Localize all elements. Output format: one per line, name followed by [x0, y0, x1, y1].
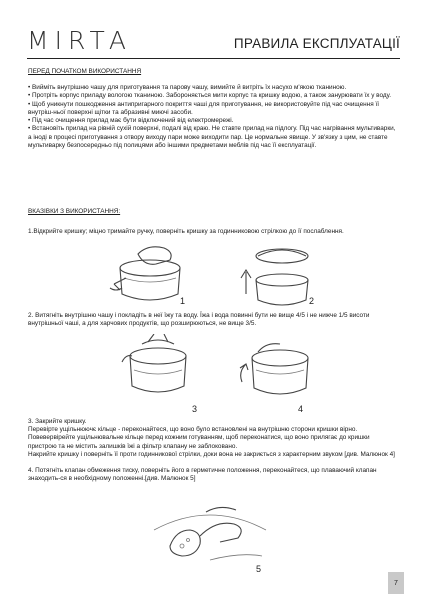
page-title: ПРАВИЛА ЕКСПЛУАТАЦІЇ: [233, 36, 400, 51]
page-number: 7: [394, 579, 398, 587]
figure-5-number: 5: [256, 564, 262, 574]
before-use-bullets: [28, 84, 398, 150]
figure-1-number: 1: [180, 296, 186, 306]
bullet-item: • Щоб уникнути пошкодження антипригарного покриття чаші для приготування, не використовуйте під час очищення її внутріш-ньої поверхні щітки та абразивні миючі засоби.: [28, 100, 379, 116]
section-title-instructions: ВКАЗІВКИ З ВИКОРИСТАННЯ:: [28, 208, 121, 215]
figure-3-number: 3: [192, 404, 198, 414]
figure-5-pressure-valve: [150, 490, 270, 568]
step-3-title: 3. Закрийте кришку.: [28, 418, 87, 425]
bullet-item: • Під час очищення прилад має бути відключений від електромережі.: [28, 117, 234, 125]
bullet-item: • Встановіть прилад на рівній сухій поверхні, подалі від краю. Не ставте прилад на підлогу. Під час нагрівання мультиварки, а іноді в процесі приготування з отвору виходу пари може виходити пар. Це нормальне явище. У зв'язку з цим, не ставте мультиварку безпосередньо під полицями або іншими предметами меблів під час її експлуатації.: [28, 125, 396, 150]
figure-2-lift-lid: [236, 244, 318, 308]
step-3-body: Перевірте ущільнюючє кільце - переконайтеся, що воно було встановлені на внутрішню сторони кришки вірно. Повевервірейте ущільнювальне кільце перед кожним готуванням, щоб переконатися, що воно прилягає до кришки пристрою та не містить залишків їжі а фільтр клапану не заблоковано.: [28, 426, 370, 450]
figure-4-number: 4: [298, 404, 304, 414]
bullet-item: • Протріть корпус приладу вологою тканиною. Забороняється мити корпус та кришку водою, а також занурювати їх у воду.: [28, 92, 391, 100]
figure-1-open-lid: [108, 244, 190, 308]
step-2-text: 2. Витягніть внутрішню чашу і покладіть в неї їжу та воду. Їжа і вода повинні бути не вище 4/5 і не нижче 1/5 висоти внутрішньої чаші, а для харчових продуктів, що розширюються, не вище 3/5.: [28, 312, 370, 328]
page-number-tab: [388, 572, 404, 594]
figure-4-close-lid: [236, 338, 318, 404]
step-4-text: 4. Потягніть клапан обмеження тиску, поверніть його в герметичне положення, переконайтеся, що плаваючий клапан знаходить-ся в необхідному положенні.[див. Малюнок 5]: [28, 467, 377, 483]
figure-2-number: 2: [309, 296, 315, 306]
step-1-text: 1.Відкрийте кришку; міцно тримайте ручку, поверніть кришку за годинниковою стрілкою до її послаблення.: [28, 228, 344, 235]
section-title-before-use: ПЕРЕД ПОЧАТКОМ ВИКОРИСТАННЯ: [28, 68, 142, 75]
figure-3-check-seal: [118, 334, 200, 404]
bullet-item: • Вийміть внутрішню чашу для приготування та парову чашу, вимийте й витріть їх насухо м'якою тканиною.: [28, 84, 347, 91]
brand-logo: MIRTA: [27, 26, 132, 55]
header-divider: [27, 58, 400, 59]
step-3-extra: Накрийте кришку і поверніть її проти годинникової стрілки, доки вона не закриється з характерним звуком [див. Малюнок 4]: [28, 451, 395, 458]
